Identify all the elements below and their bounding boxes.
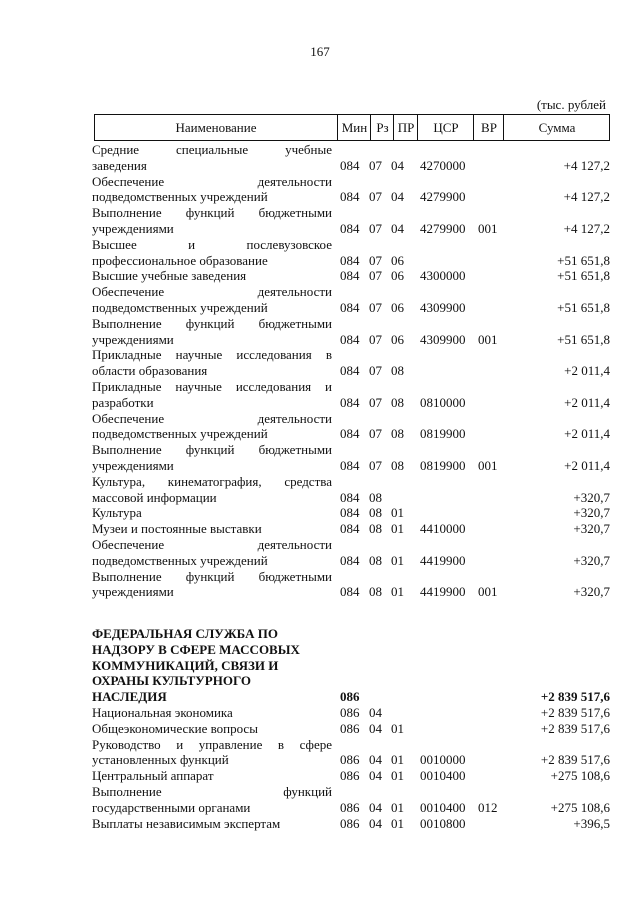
cell-sum: +51 651,8 xyxy=(557,268,610,284)
cell-sum: +2 011,4 xyxy=(564,394,610,410)
agency-name-line: ОХРАНЫ КУЛЬТУРНОГО xyxy=(92,673,252,689)
cell-sum: +2 839 517,6 xyxy=(540,705,610,720)
cell-min: 086 xyxy=(340,768,360,784)
cell-vr: 001 xyxy=(478,584,498,600)
cell-csr: 4309900 xyxy=(420,331,466,347)
cell-min: 084 xyxy=(340,521,360,537)
cell-csr: 0010000 xyxy=(420,752,466,768)
cell-rz: 07 xyxy=(369,268,382,284)
header-vr: ВР xyxy=(473,115,504,140)
cell-min: 086 xyxy=(340,720,360,736)
cell-csr: 0010400 xyxy=(420,799,466,815)
row-name-line: учреждениями xyxy=(92,584,174,600)
row-name xyxy=(92,816,332,832)
cell-sum: +4 127,2 xyxy=(563,220,610,236)
cell-sum: +275 108,6 xyxy=(550,768,610,784)
cell-csr: 4279900 xyxy=(420,189,466,205)
agency-name-line: НАСЛЕДИЯ xyxy=(92,689,167,705)
agency-name-line: КОММУНИКАЦИЙ, СВЯЗИ И xyxy=(92,657,279,673)
cell-rz: 07 xyxy=(369,363,382,379)
cell-rz: 04 xyxy=(369,815,382,831)
cell-rz: 04 xyxy=(369,752,382,768)
cell-pr: 04 xyxy=(391,157,404,173)
cell-min: 084 xyxy=(340,426,360,442)
row-name-line: учреждениями xyxy=(92,220,174,236)
cell-rz: 07 xyxy=(369,331,382,347)
row-name-line: Выполнение функций бюджетными xyxy=(92,315,332,331)
cell-rz: 08 xyxy=(369,552,382,568)
cell-sum: +320,7 xyxy=(573,584,610,600)
row-name-line: учреждениями xyxy=(92,331,174,347)
row-name-line: Обеспечение деятельности xyxy=(92,410,332,426)
header-csr: ЦСР xyxy=(417,115,474,140)
cell-sum: +2 839 517,6 xyxy=(540,752,610,768)
cell-csr: 4419900 xyxy=(420,552,466,568)
cell-rz: 07 xyxy=(369,157,382,173)
agency-name xyxy=(92,626,332,705)
row-name-line: Прикладные научные исследования и xyxy=(92,379,332,394)
cell-csr: 4270000 xyxy=(420,157,466,173)
header-rz: Рз xyxy=(370,115,394,140)
cell-pr: 01 xyxy=(391,720,404,736)
agency-sum: +2 839 517,6 xyxy=(540,689,610,705)
cell-vr: 001 xyxy=(478,220,498,236)
row-name-line: профессиональное образование xyxy=(92,252,268,268)
cell-pr: 04 xyxy=(391,220,404,236)
row-name-line: подведомственных учреждений xyxy=(92,426,268,442)
row-name xyxy=(92,505,332,521)
row-name-line: Выплаты независимым экспертам xyxy=(92,815,281,831)
page-number: 167 xyxy=(310,44,330,59)
row-name xyxy=(92,268,332,284)
cell-rz: 08 xyxy=(369,584,382,600)
cell-csr: 4410000 xyxy=(420,521,466,537)
cell-vr: 001 xyxy=(478,331,498,347)
header-name: Наименование xyxy=(175,120,257,135)
cell-rz: 07 xyxy=(369,394,382,410)
cell-pr: 01 xyxy=(391,584,404,600)
row-name xyxy=(92,316,332,348)
header-sum: Сумма xyxy=(503,115,610,140)
cell-rz: 07 xyxy=(369,426,382,442)
row-name-line: Высшее и послевузовское xyxy=(92,236,332,252)
row-name xyxy=(92,569,332,601)
cell-rz: 08 xyxy=(369,521,382,537)
row-name-line: Общеэкономические вопросы xyxy=(92,720,258,736)
cell-sum: +320,7 xyxy=(573,489,610,505)
row-name-line: Выполнение функций бюджетными xyxy=(92,568,332,584)
row-name xyxy=(92,237,332,269)
row-name xyxy=(92,442,332,474)
row-name xyxy=(92,174,332,206)
cell-pr: 01 xyxy=(391,552,404,568)
cell-sum: +51 651,8 xyxy=(557,252,610,268)
cell-csr: 4419900 xyxy=(420,584,466,600)
row-name-line: подведомственных учреждений xyxy=(92,189,268,205)
row-name xyxy=(92,205,332,237)
cell-min: 084 xyxy=(340,584,360,600)
row-name xyxy=(92,537,332,569)
cell-csr: 0010400 xyxy=(420,768,466,784)
cell-pr: 04 xyxy=(391,189,404,205)
row-name xyxy=(92,411,332,443)
row-name xyxy=(92,474,332,506)
cell-min: 084 xyxy=(340,252,360,268)
cell-min: 086 xyxy=(340,752,360,768)
cell-rz: 04 xyxy=(369,705,382,720)
cell-min: 084 xyxy=(340,299,360,315)
row-name xyxy=(92,705,332,721)
row-name xyxy=(92,284,332,316)
row-name xyxy=(92,768,332,784)
cell-rz: 07 xyxy=(369,220,382,236)
row-name-line: подведомственных учреждений xyxy=(92,552,268,568)
row-name-line: Культура, кинематография, средства xyxy=(92,473,332,489)
cell-min: 084 xyxy=(340,268,360,284)
cell-pr: 01 xyxy=(391,752,404,768)
cell-pr: 06 xyxy=(391,268,404,284)
row-name-line: Музеи и постоянные выставки xyxy=(92,521,262,537)
cell-csr: 0810000 xyxy=(420,394,466,410)
cell-min: 084 xyxy=(340,157,360,173)
cell-rz: 07 xyxy=(369,457,382,473)
cell-pr: 01 xyxy=(391,768,404,784)
cell-min: 086 xyxy=(340,705,360,720)
cell-rz: 08 xyxy=(369,505,382,521)
row-name-line: разработки xyxy=(92,394,154,410)
cell-min: 086 xyxy=(340,799,360,815)
row-name-line: Обеспечение деятельности xyxy=(92,173,332,189)
cell-csr: 4300000 xyxy=(420,268,466,284)
row-name xyxy=(92,521,332,537)
cell-rz: 04 xyxy=(369,720,382,736)
cell-csr: 4279900 xyxy=(420,220,466,236)
cell-rz: 08 xyxy=(369,489,382,505)
row-name-line: установленных функций xyxy=(92,752,229,768)
row-name-line: Культура xyxy=(92,505,142,521)
cell-pr: 06 xyxy=(391,252,404,268)
cell-sum: +396,5 xyxy=(573,815,610,831)
cell-min: 084 xyxy=(340,552,360,568)
cell-pr: 08 xyxy=(391,457,404,473)
cell-min: 084 xyxy=(340,394,360,410)
cell-min: 084 xyxy=(340,505,360,521)
cell-rz: 07 xyxy=(369,299,382,315)
row-name xyxy=(92,142,332,174)
cell-pr: 01 xyxy=(391,815,404,831)
row-name-line: заведения xyxy=(92,157,147,173)
cell-pr: 06 xyxy=(391,331,404,347)
agency-name-line: ФЕДЕРАЛЬНАЯ СЛУЖБА ПО xyxy=(92,626,278,641)
cell-vr: 012 xyxy=(478,799,498,815)
cell-rz: 07 xyxy=(369,252,382,268)
cell-pr: 01 xyxy=(391,521,404,537)
row-name-line: массовой информации xyxy=(92,489,217,505)
row-name-line: Центральный аппарат xyxy=(92,768,214,784)
cell-min: 084 xyxy=(340,189,360,205)
cell-csr: 0819900 xyxy=(420,457,466,473)
cell-sum: +2 011,4 xyxy=(564,457,610,473)
cell-sum: +2 011,4 xyxy=(564,426,610,442)
row-name xyxy=(92,347,332,379)
cell-min: 084 xyxy=(340,331,360,347)
table-header xyxy=(94,114,610,141)
header-min: Мин xyxy=(337,115,371,140)
cell-rz: 07 xyxy=(369,189,382,205)
cell-sum: +2 839 517,6 xyxy=(540,720,610,736)
row-name xyxy=(92,737,332,769)
row-name-line: области образования xyxy=(92,363,208,379)
cell-sum: +2 011,4 xyxy=(564,363,610,379)
cell-min: 086 xyxy=(340,815,360,831)
row-name-line: Обеспечение деятельности xyxy=(92,537,332,552)
cell-min: 084 xyxy=(340,220,360,236)
row-name-line: Выполнение функций бюджетными xyxy=(92,442,332,458)
cell-sum: +320,7 xyxy=(573,505,610,521)
cell-pr: 01 xyxy=(391,799,404,815)
cell-csr: 4309900 xyxy=(420,299,466,315)
row-name xyxy=(92,721,332,737)
cell-rz: 04 xyxy=(369,768,382,784)
row-name-line: учреждениями xyxy=(92,457,174,473)
agency-name-line: НАДЗОРУ В СФЕРЕ МАССОВЫХ xyxy=(92,641,300,657)
cell-pr: 08 xyxy=(391,394,404,410)
cell-min: 084 xyxy=(340,363,360,379)
units-label: (тыс. рублей xyxy=(536,97,606,112)
cell-pr: 08 xyxy=(391,363,404,379)
cell-sum: +4 127,2 xyxy=(563,189,610,205)
cell-sum: +51 651,8 xyxy=(557,331,610,347)
cell-csr: 0819900 xyxy=(420,426,466,442)
row-name-line: Средние специальные учебные xyxy=(92,142,332,157)
row-name-line: Высшие учебные заведения xyxy=(92,268,247,284)
cell-vr: 001 xyxy=(478,457,498,473)
row-name-line: Выполнение функций xyxy=(92,784,332,799)
row-name-line: Обеспечение деятельности xyxy=(92,284,332,300)
row-name-line: Прикладные научные исследования в xyxy=(92,347,332,363)
cell-pr: 06 xyxy=(391,299,404,315)
cell-pr: 01 xyxy=(391,505,404,521)
cell-sum: +4 127,2 xyxy=(563,157,610,173)
cell-min: 084 xyxy=(340,489,360,505)
row-name xyxy=(92,784,332,816)
header-pr: ПР xyxy=(393,115,418,140)
cell-csr: 0010800 xyxy=(420,815,466,831)
row-name-line: государственными органами xyxy=(92,799,251,815)
cell-sum: +320,7 xyxy=(573,521,610,537)
cell-rz: 04 xyxy=(369,799,382,815)
agency-min: 086 xyxy=(340,689,360,705)
cell-sum: +275 108,6 xyxy=(550,799,610,815)
cell-sum: +320,7 xyxy=(573,552,610,568)
cell-pr: 08 xyxy=(391,426,404,442)
cell-sum: +51 651,8 xyxy=(557,299,610,315)
row-name-line: Выполнение функций бюджетными xyxy=(92,205,332,221)
row-name-line: Руководство и управление в сфере xyxy=(92,736,332,752)
row-name-line: Национальная экономика xyxy=(92,705,233,720)
row-name xyxy=(92,379,332,411)
cell-min: 084 xyxy=(340,457,360,473)
row-name-line: подведомственных учреждений xyxy=(92,299,268,315)
